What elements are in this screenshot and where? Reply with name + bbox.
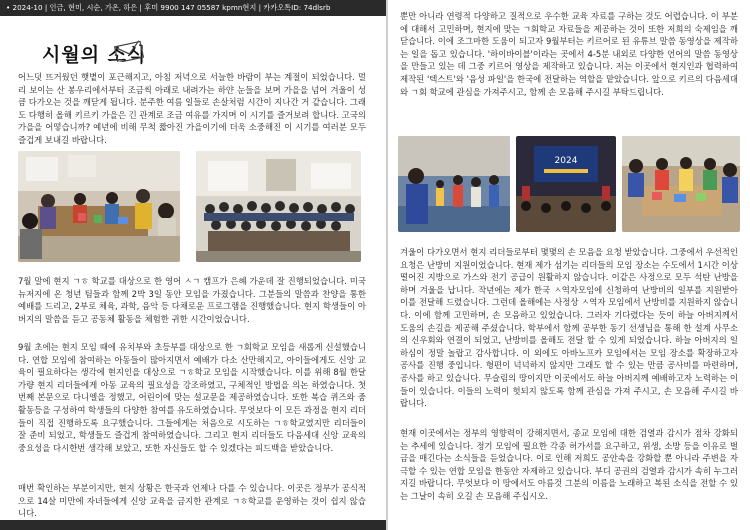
intro-paragraph: 어느덧 뜨거웠던 햇볕이 포근해지고, 아침 저녁으로 서늘한 바람이 부는 계절이 되었습니다. 멀리 보이는 산 봉우리에서부터 조금씩 아래로 내려가는 하얀 눈들을 보며 가을을 넘어 겨울이 성큼 다가오는 것을 깨닫게 됩니다. 분주한 여름 일들로 손살처럼 시간이 지나간 거 같습니다. 그래도 다행히 올해 키르키 가을은 긴 관계로 조금 여유를 가지며 이 시기를 즐거보려 합니다. 고국의 가을을 어떻습니까? 예년에 비해 무척 짧아진 가을이기에 더욱 소중해진 이 시기를 여러분 모두 즐겁게 보내길 바랍니다. [18, 72, 366, 145]
left-page [0, 16, 386, 520]
photo-children-crafts [622, 136, 740, 232]
right-page [388, 0, 750, 530]
materials-paragraph: 뿐만 아니라 연령적 다양하고 질적으로 우수한 교육 자료를 구하는 것도 어렵습니다. 이 부분에 대해서 고민하며, 현지에 맞는 ㄱ회학교 자료들을 제공하는 것이 또한 저희의 숙제임을 깨닫습니다. 이에 조그마한 도움이 되고자 9월부터는 키르어로 된 유튜브 말씀 동영상을 제작하는 일을 돕고 있습니다. '하이바이블'이라는 곳에서 4-5분 내외로 다양한 언어의 말씀 동영상을 만들고 있는 데 그중 키르어 영상을 제작하고 있습니다. 저는 이곳에서 현지인과 협력하여 제작된 '텍스트'와 '음성 파일'을 한국에 전달하는 역할을 맡았습니다. 앞으로 키르의 다음세대와 ㄱ회 학교에 관심을 가져주시고, 함께 손 모음해 주시길 부탁드립니다. [400, 11, 738, 97]
situation-paragraph: 매번 확인하는 부분이지만, 현지 상황은 한국과 언제나 다를 수 있습니다. 이곳은 정부가 공식적으로 14살 미만에 자녀들에게 신앙 교육을 금지한 관계로 ㄱㅎ학교를 운영하는 것이 쉽지 않습니다. [18, 483, 366, 519]
heating-paragraph: 겨울이 다가오면서 현지 리더들로부터 몇몇의 손 모음을 요청 받았습니다. 그중에서 우선적인 요청은 난방비 지원이었습니다. 현재 제가 섬기는 리더들의 모임 장소는 수도에서 1시간 이상 떨어진 지방으로 가스와 전기 공급이 원활하지 않습니다. 이같은 사정으로 모두 석탄 난방을 하며 겨울을 납니다. 작년에는 제가 한국 ㅅ역자모임에 신청하여 난방비의 일부를 지원받아 이를 전달해 드렸습니다. 그런데 올해에는 사정상 ㅅ역자 모임에서 난방비를 지원하지 않습니다. 이에 함께 고민하며, 손 모음하고 있었습니다. 그러자 기다렸다는 듯이 하늘 아버지께서 도움의 손길을 제공해 주셨습니다. 학부에서 함께 공부한 동기 선생님을 통해 한 설계 사무소의 신우회와 연결이 되었고, 난방비를 올해도 전달 할 수 있게 되었습니다. 하늘 아버지의 일하심이 정말 놀랍고 감사합니다. 이 외에도 아바노프카 모임에서는 모임 장소를 확장하고자 공사를 진행 중입니다. 형편이 넉넉하지 않지만 그래도 할 수 있는 만큼 공사비를 마련하며, 공사를 하고 있습니다. 무슬림의 땅이지만 이곳에서도 하늘 아버지께 예배하고자 노력하는 이들이 있습니다. 이들의 노력이 헛되지 않도록 함께 관심을 가져 주시고, 손 모음해 주시길 바랍니다. [400, 247, 738, 409]
envelope-icon [114, 40, 144, 62]
newsletter-header: • 2024-10 | 인금, 현미, 시순, 가온, 하은 | 후미 9900 147 05587 kpmn현지 | 카카오톡ID: 74dlsrb [0, 0, 386, 16]
bottom-bar [0, 520, 386, 530]
svg-text:2024: 2024 [554, 156, 578, 166]
page-title: 시월의 소식 [42, 44, 147, 66]
photo-kids-classroom-activity [18, 151, 180, 262]
photo-leader-with-children [398, 136, 510, 232]
camp-paragraph: 7월 말에 현지 ㄱㅎ 학교를 대상으로 한 영어 ㅅㄱ 캠프가 은혜 가운데 잘 진행되었습니다. 미국 뉴저지에 온 청년 팀들과 함께 2박 3일 동안 모임을 가졌습니다. 그분들의 말씀과 찬양을 통한 예배를 드리고, 2부로 체육, 과학, 음악 등 다채로운 프로그램을 진행했습니다. 현지 학생들이 아버지의 말씀을 듣고 공동체 활동을 체험한 귀한 시간이었습니다. [18, 276, 366, 324]
photo-stage-presentation [516, 136, 616, 232]
sunday-school-paragraph: 9월 초에는 현지 모임 때에 유치부와 초등부를 대상으로 한 ㄱ회학교 모임을 새롭게 신설했습니다. 연합 모임에 참여하는 아동들이 많아지면서 예배가 다소 산만해지고, 아이들에게도 신앙 교육이 필요하다는 생각에 현지인을 대상으로 ㄱㅎ학교 모임을 시작했습니다. 이를 위해 8월 한달 가량 현지 리더들에게 아동 교육의 필요성을 강조하였고, 구체적인 방법을 의논 하였습니다. 첫번째 본문으로 다니엘을 정했고, 어린이에 맞는 설교문을 제공하였습니다. 또한 복습 퀴즈와 줌 활동등을 구성하여 학생들의 다양한 참여를 유도하였습니다. 무엇보다 이 모든 과정을 현지 리더들이 직접 진행하도록 요구했습니다. 그들에게는 처음으로 시도하는 ㄱㅎ학교였지만 리더들이 잘 준비 되었고, 학생들도 즐겁게 참여하였습니다. 그리고 현지 리더들도 다음세대 신앙 교육의 중요성을 다시한번 생각해 보았고, 또한 자신들도 할 수 있겠다는 피드백을 받았습니다. [18, 342, 366, 453]
government-paragraph: 현재 이곳에서는 정부의 영향력이 강해지면서, 종교 모임에 대한 검열과 감시가 점차 강화되는 추세에 있습니다. 정기 모임에 필요한 각종 허가서를 요구하고, 위생, 소방 등을 이유로 벌금을 매긴다는 소식들을 듣었습니다. 이로 인해 저희도 공안속을 강화할 뿐 아니라 주변을 자극할 수 있는 연합 모임을 한동안 자제하고 있습니다. 부디 공권의 검열과 감시가 속히 누그러지길 바랍니다. 무엇보다 이 땅에서도 아름것 그분의 이름을 노래하고 복된 소식을 전할 수 있는 그날이 속히 오길 손 모음해 주십시오. [400, 428, 738, 501]
photo-group-hall [196, 151, 361, 262]
